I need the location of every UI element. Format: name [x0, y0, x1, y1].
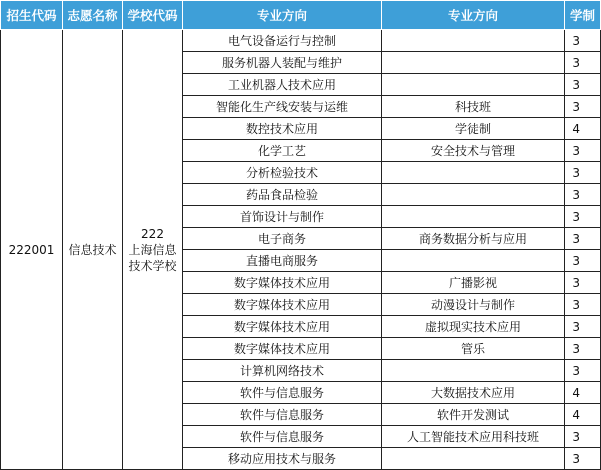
years-cell: 3: [565, 294, 601, 316]
years-cell: 3: [565, 30, 601, 52]
major-cell: 移动应用技术与服务: [183, 448, 382, 470]
school-code: 222: [141, 226, 164, 241]
major-cell: 智能化生产线安装与运维: [183, 96, 382, 118]
years-cell: 3: [565, 52, 601, 74]
direction-cell: 广播影视: [382, 272, 565, 294]
header-school-code: 学校代码: [123, 1, 183, 30]
major-cell: 药品食品检验: [183, 184, 382, 206]
header-enroll-code: 招生代码: [1, 1, 63, 30]
major-cell: 电子商务: [183, 228, 382, 250]
years-cell: 3: [565, 228, 601, 250]
header-major: 专业方向: [183, 1, 382, 30]
major-cell: 计算机网络技术: [183, 360, 382, 382]
years-cell: 3: [565, 206, 601, 228]
years-cell: 3: [565, 140, 601, 162]
header-row: [1, 1, 601, 30]
direction-cell: [382, 74, 565, 96]
direction-cell: 商务数据分析与应用: [382, 228, 565, 250]
direction-cell: [382, 250, 565, 272]
direction-cell: 虚拟现实技术应用: [382, 316, 565, 338]
direction-cell: 动漫设计与制作: [382, 294, 565, 316]
direction-cell: [382, 360, 565, 382]
direction-cell: [382, 184, 565, 206]
years-cell: 3: [565, 184, 601, 206]
direction-cell: 管乐: [382, 338, 565, 360]
enroll-code-cell: [1, 30, 63, 470]
years-cell: 3: [565, 96, 601, 118]
major-cell: 化学工艺: [183, 140, 382, 162]
enroll-code: 222001: [8, 242, 55, 257]
direction-cell: 学徒制: [382, 118, 565, 140]
choice-name: 信息技术: [68, 242, 117, 257]
years-cell: 4: [565, 118, 601, 140]
direction-cell: [382, 162, 565, 184]
table-body: [1, 30, 601, 470]
direction-cell: [382, 206, 565, 228]
years-cell: 3: [565, 250, 601, 272]
major-cell: 工业机器人技术应用: [183, 74, 382, 96]
major-cell: 软件与信息服务: [183, 426, 382, 448]
direction-cell: 软件开发测试: [382, 404, 565, 426]
choice-name-cell: [63, 30, 123, 470]
years-cell: 3: [565, 74, 601, 96]
major-cell: 直播电商服务: [183, 250, 382, 272]
header-direction: 专业方向: [382, 1, 565, 30]
direction-cell: 科技班: [382, 96, 565, 118]
major-cell: 数字媒体技术应用: [183, 272, 382, 294]
major-cell: 服务机器人装配与维护: [183, 52, 382, 74]
years-cell: 3: [565, 360, 601, 382]
direction-cell: 大数据技术应用: [382, 382, 565, 404]
years-cell: 4: [565, 382, 601, 404]
major-cell: 数字媒体技术应用: [183, 338, 382, 360]
years-cell: 4: [565, 404, 601, 426]
major-cell: 数字媒体技术应用: [183, 316, 382, 338]
major-cell: 分析检验技术: [183, 162, 382, 184]
direction-cell: [382, 30, 565, 52]
school-name: 上海信息技术学校: [128, 242, 177, 273]
header-years: 学制: [565, 1, 601, 30]
direction-cell: [382, 52, 565, 74]
years-cell: 3: [565, 162, 601, 184]
direction-cell: 人工智能技术应用科技班: [382, 426, 565, 448]
years-cell: 3: [565, 426, 601, 448]
table-row: [1, 30, 601, 52]
years-cell: 3: [565, 272, 601, 294]
major-cell: 数字媒体技术应用: [183, 294, 382, 316]
school-cell: [123, 30, 183, 470]
major-cell: 电气设备运行与控制: [183, 30, 382, 52]
direction-cell: [382, 448, 565, 470]
major-cell: 软件与信息服务: [183, 404, 382, 426]
major-cell: 软件与信息服务: [183, 382, 382, 404]
major-cell: 首饰设计与制作: [183, 206, 382, 228]
direction-cell: 安全技术与管理: [382, 140, 565, 162]
years-cell: 3: [565, 338, 601, 360]
major-cell: 数控技术应用: [183, 118, 382, 140]
years-cell: 3: [565, 448, 601, 470]
years-cell: 3: [565, 316, 601, 338]
header-choice-name: 志愿名称: [63, 1, 123, 30]
